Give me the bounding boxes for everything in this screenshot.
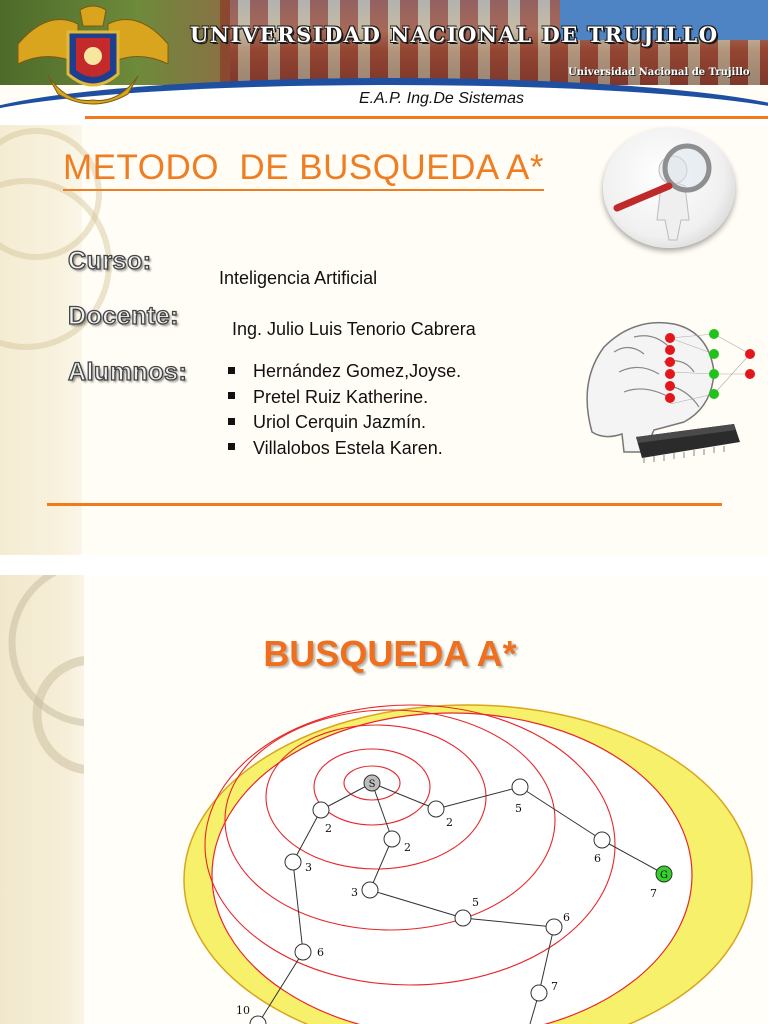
list-item: Pretel Ruiz Katherine. bbox=[228, 385, 461, 411]
search-contour-inner bbox=[212, 713, 692, 1024]
graph-number: 7 bbox=[650, 887, 657, 900]
students-label: Alumnos: bbox=[68, 358, 188, 386]
graph-node bbox=[594, 832, 610, 848]
graph-node bbox=[250, 1016, 266, 1024]
graph-node bbox=[295, 944, 311, 960]
magnifier-figure-icon bbox=[603, 128, 735, 248]
header-divider bbox=[85, 116, 768, 119]
slide-title: BUSQUEDA A* bbox=[263, 633, 517, 674]
graph-number: 10 bbox=[236, 1004, 250, 1017]
graph-number: 3 bbox=[351, 886, 358, 899]
brain-neural-network-icon bbox=[574, 312, 764, 464]
section-divider bbox=[47, 503, 722, 506]
list-item: Hernández Gomez,Joyse. bbox=[228, 359, 461, 385]
graph-number: 2 bbox=[446, 816, 453, 829]
graph-number: 6 bbox=[594, 852, 601, 865]
graph-number: 2 bbox=[404, 841, 411, 854]
graph-number: 6 bbox=[563, 911, 570, 924]
bullet-icon bbox=[228, 367, 235, 374]
graph-number: 3 bbox=[305, 861, 312, 874]
graph-node bbox=[428, 801, 444, 817]
graph-node bbox=[285, 854, 301, 870]
course-label: Curso: bbox=[68, 247, 152, 275]
graph-number: 7 bbox=[551, 980, 558, 993]
school-name: E.A.P. Ing.De Sistemas bbox=[358, 90, 525, 107]
a-star-search-graph bbox=[0, 575, 768, 1024]
slide-2 bbox=[0, 575, 768, 1024]
graph-node bbox=[362, 882, 378, 898]
teacher-value: Ing. Julio Luis Tenorio Cabrera bbox=[232, 319, 476, 339]
course-value: Inteligencia Artificial bbox=[219, 268, 378, 288]
bullet-icon bbox=[228, 443, 235, 450]
graph-node bbox=[313, 802, 329, 818]
bullet-icon bbox=[228, 392, 235, 399]
teacher-label: Docente: bbox=[68, 302, 179, 330]
graph-number: 2 bbox=[325, 822, 332, 835]
graph-number: 6 bbox=[317, 946, 324, 959]
graph-node-label: S bbox=[368, 779, 376, 790]
university-name: UNIVERSIDAD NACIONAL DE TRUJILLO bbox=[190, 22, 719, 47]
university-name-small: Universidad Nacional de Trujillo bbox=[568, 67, 750, 78]
list-item: Villalobos Estela Karen. bbox=[228, 436, 461, 462]
graph-node-label: G bbox=[660, 870, 668, 881]
list-item: Uriol Cerquin Jazmín. bbox=[228, 410, 461, 436]
graph-number: 5 bbox=[515, 802, 522, 815]
graph-node bbox=[455, 910, 471, 926]
graph-node bbox=[546, 919, 562, 935]
graph-node bbox=[512, 779, 528, 795]
bullet-icon bbox=[228, 418, 235, 425]
graph-node bbox=[384, 831, 400, 847]
graph-node bbox=[531, 985, 547, 1001]
students-list bbox=[228, 359, 461, 461]
graph-number: 5 bbox=[472, 896, 479, 909]
slide-title: METODO DE BUSQUEDA A* bbox=[63, 148, 544, 191]
